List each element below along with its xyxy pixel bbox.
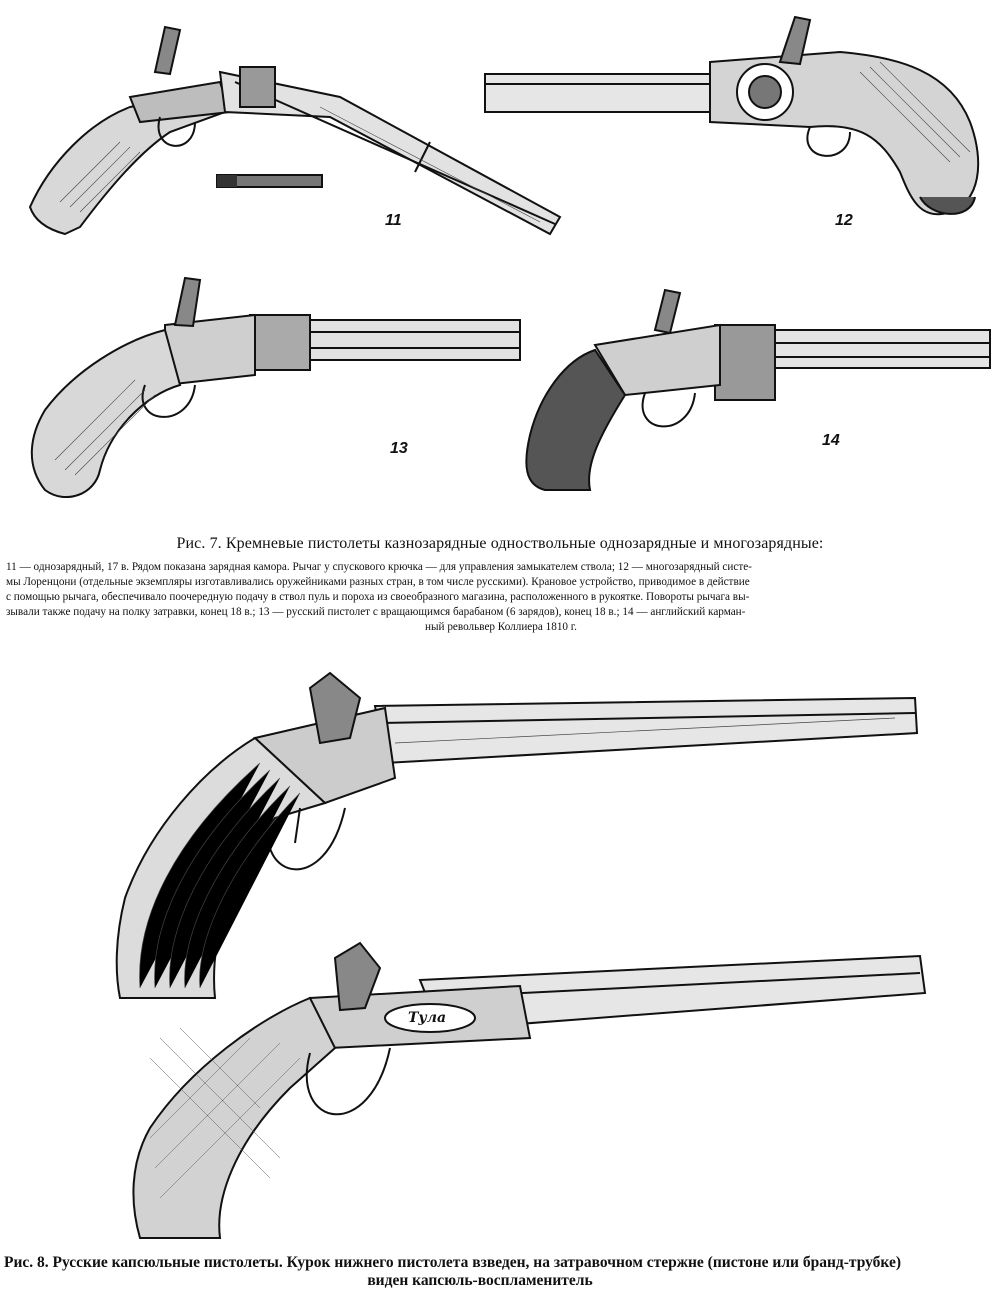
figure-number-13: 13 [390, 440, 408, 457]
figure-number-11: 11 [385, 212, 402, 229]
caption-fig7-line-3: с помощью рычага, обеспечивало поочередную подачу в ствол пуль и пороха из своеобразного магазина, расположенного в рукоятке. Повороты рычага вы- [6, 591, 750, 603]
engraving-tula: Тула [408, 1010, 447, 1026]
loading-chamber-illustration [212, 170, 327, 195]
pistol-13-illustration [15, 270, 525, 510]
caption-fig7-line-2: мы Лоренцони (отдельные экземпляры изготавливались оружейниками разных стран, в том числе русскими). Крановое устройство, приводимое в действие [6, 576, 750, 588]
caption-fig8 [0, 1254, 1000, 1290]
figure-number-14: 14 [822, 432, 840, 449]
caption-fig7-line-4: зывали также подачу на полку затравки, конец 18 в.; 13 — русский пистолет с вращающимся барабаном (6 зарядов), конец 18 в.; 14 — английский карман- [6, 606, 746, 618]
percussion-pistol-lower-illustration [120, 938, 930, 1248]
caption-fig7-title: Рис. 7. Кремневые пистолеты казнозарядные одноствольные однозарядные и многозарядные: [176, 535, 824, 552]
caption-fig7-body [6, 560, 996, 635]
pistol-14-illustration [515, 285, 995, 500]
caption-fig7-line-5: ный револьвер Коллиера 1810 г. [425, 621, 577, 633]
caption-fig8-line-1: Рис. 8. Русские капсюльные пистолеты. Курок нижнего пистолета взведен, на затравочном стержне (пистоне или бранд-трубке) [4, 1254, 902, 1271]
caption-fig8-line-2: виден капсюль-воспламенитель [367, 1272, 593, 1289]
figure-number-12: 12 [835, 212, 853, 229]
caption-fig7-line-1: 11 — однозарядный, 17 в. Рядом показана зарядная камора. Рычаг у спускового крючка — для управления замыкателем ствола; 12 — многозарядный систе- [6, 561, 752, 573]
pistol-12-illustration [480, 12, 995, 227]
